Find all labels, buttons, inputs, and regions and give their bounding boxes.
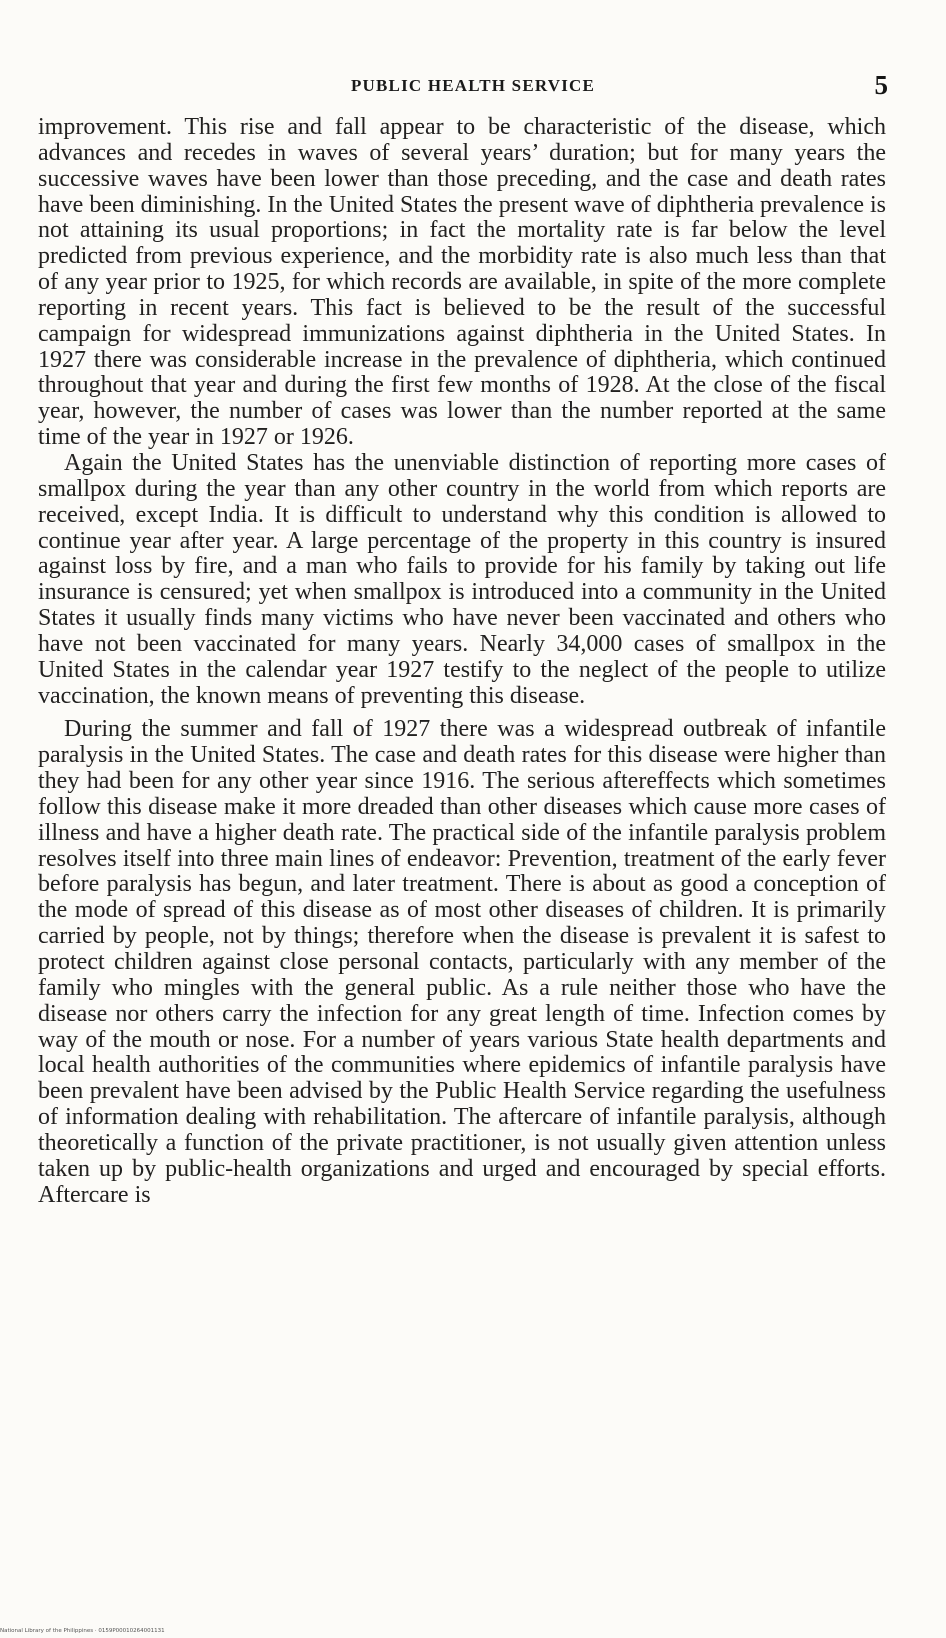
paragraph-infantile-paralysis: During the summer and fall of 1927 there was a widespread outbreak of infantile paralysis in the United States. The case and death rates for this disease were higher than they had been for any other year since 1916. The serious aftereffects which sometimes follow this disease make it more dreaded than other diseases which cause more cases of illness and have a higher death rate. The practical side of the infantile paralysis problem resolves itself into three main lines of endeavor: Prevention, treatment of the early fever before paralysis has begun, and later treatment. There is about as good a conception of the mode of spread of this disease as of most other diseases of children. It is primarily carried by people, not by things; therefore when the disease is prevalent it is safest to protect children against close personal contacts, particularly with any member of the family who mingles with the general public. As a rule neither those who have the disease nor others carry the infection for any great length of time. Infection comes by way of the mouth or nose. For a number of years various State health departments and local health authorities of the communities where epidemics of infantile paralysis have been prevalent have been advised by the Public Health Service regarding the usefulness of information dealing with rehabilitation. The aftercare of infantile paralysis, although theoretically a function of the private practitioner, is not usually given attention unless taken up by public-health organizations and urged and encouraged by special efforts. Aftercare is (38, 716, 886, 1208)
footer-credit: National Library of the Philippines · 0159P00010264001131 (0, 1628, 165, 1634)
running-head (0, 70, 946, 104)
paragraph-diphtheria: improvement. This rise and fall appear to be characteristic of the disease, which advances and recedes in waves of several years’ duration; but for many years the successive waves have been lower than those preceding, and the case and death rates have been diminishing. In the United States the present wave of diphtheria prevalence is not attaining its usual proportions; in fact the mortality rate is far below the level predicted from previous experience, and the morbidity rate is also much less than that of any year prior to 1925, for which records are available, in spite of the more complete reporting in recent years. This fact is believed to be the result of the successful campaign for widespread immunizations against diphtheria in the United States. In 1927 there was considerable increase in the prevalence of diphtheria, which continued throughout that year and during the first few months of 1928. At the close of the fiscal year, however, the number of cases was lower than the number reported at the same time of the year in 1927 or 1926. (38, 114, 886, 451)
page-number: 5 (874, 70, 888, 100)
running-title: PUBLIC HEALTH SERVICE (350, 76, 596, 95)
body-text (38, 115, 886, 1208)
paragraph-smallpox: Again the United States has the unenviable distinction of reporting more cases of smallpox during the year than any other country in the world from which reports are received, except India. It is difficult to understand why this condition is allowed to continue year after year. A large percentage of the property in this country is insured against loss by fire, and a man who fails to provide for his family by taking out life insurance is censured; yet when smallpox is introduced into a community in the United States it usually finds many victims who have never been vaccinated and others who have not been vaccinated for many years. Nearly 34,000 cases of smallpox in the United States in the calendar year 1927 testify to the neglect of the people to utilize vaccination, the known means of preventing this disease. (38, 449, 886, 709)
